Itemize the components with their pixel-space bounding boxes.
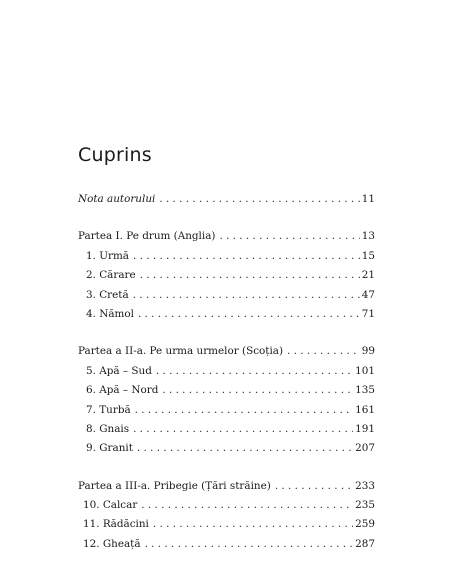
toc-entry-page: 47 bbox=[361, 288, 375, 301]
dot-leader bbox=[140, 266, 360, 285]
toc-entry-page: 259 bbox=[355, 518, 375, 531]
dot-leader bbox=[141, 496, 353, 515]
dot-leader bbox=[153, 515, 353, 534]
chapter-number: 6. bbox=[86, 384, 96, 397]
toc-entry-preface[interactable] bbox=[78, 190, 375, 209]
dot-leader bbox=[275, 477, 353, 496]
dot-leader bbox=[159, 190, 359, 209]
chapter-title: Cărare bbox=[99, 269, 136, 282]
chapter-number: 1. bbox=[86, 249, 96, 262]
chapter-title: Apă – Nord bbox=[99, 384, 159, 397]
section-spacer bbox=[78, 209, 375, 227]
section-spacer bbox=[78, 324, 375, 342]
toc-entry-page: 135 bbox=[355, 384, 375, 397]
toc-entry-chapter-1[interactable] bbox=[78, 247, 375, 266]
dot-leader bbox=[138, 305, 360, 324]
chapter-title: Apă – Sud bbox=[99, 364, 152, 377]
toc-entry-label: Partea I. Pe drum (Anglia) bbox=[78, 230, 216, 243]
chapter-number: 4. bbox=[86, 307, 96, 320]
toc-entry-label: Nota autorului bbox=[78, 193, 156, 205]
page-title: Cuprins bbox=[78, 144, 152, 166]
chapter-number: 8. bbox=[86, 422, 96, 435]
chapter-title: Gheață bbox=[102, 537, 141, 550]
toc-entry-label bbox=[78, 420, 129, 439]
toc-entry-chapter-5[interactable] bbox=[78, 362, 375, 381]
toc-entry-part-3[interactable] bbox=[78, 477, 375, 496]
toc-entry-label bbox=[78, 381, 158, 400]
chapter-title: Turbă bbox=[99, 403, 131, 416]
toc-entry-part-1[interactable] bbox=[78, 227, 375, 246]
section-spacer bbox=[78, 459, 375, 477]
toc-entry-label: Partea a II-a. Pe urma urmelor (Scoția) bbox=[78, 345, 284, 358]
dot-leader bbox=[145, 535, 354, 554]
dot-leader bbox=[133, 286, 360, 305]
chapter-title: Nămol bbox=[99, 307, 134, 320]
toc-entry-label bbox=[78, 515, 149, 534]
dot-leader bbox=[137, 439, 353, 458]
toc-entry-page: 207 bbox=[355, 442, 375, 455]
chapter-title: Rădăcini bbox=[102, 518, 149, 531]
toc-entry-chapter-12[interactable] bbox=[78, 535, 375, 554]
toc-entry-page: 101 bbox=[355, 364, 375, 377]
chapter-title: Cretă bbox=[99, 288, 129, 301]
chapter-number: 11. bbox=[83, 518, 100, 531]
chapter-title: Granit bbox=[99, 442, 133, 455]
toc-entry-chapter-6[interactable] bbox=[78, 381, 375, 400]
chapter-number: 3. bbox=[86, 288, 96, 301]
toc-entry-page: 21 bbox=[361, 269, 375, 282]
chapter-number: 9. bbox=[86, 442, 96, 455]
toc-entry-chapter-8[interactable] bbox=[78, 420, 375, 439]
toc-entry-chapter-3[interactable] bbox=[78, 286, 375, 305]
dot-leader bbox=[133, 420, 353, 439]
chapter-number: 12. bbox=[83, 537, 100, 550]
dot-leader bbox=[162, 381, 353, 400]
chapter-number: 10. bbox=[83, 499, 100, 512]
toc-entry-label bbox=[78, 362, 152, 381]
toc-entry-label bbox=[78, 401, 131, 420]
toc-entry-label bbox=[78, 286, 129, 305]
toc-entry-chapter-11[interactable] bbox=[78, 515, 375, 534]
toc-entry-page: 15 bbox=[361, 249, 375, 262]
toc-entry-chapter-10[interactable] bbox=[78, 496, 375, 515]
dot-leader bbox=[287, 342, 360, 361]
toc-entry-chapter-7[interactable] bbox=[78, 401, 375, 420]
chapter-title: Calcar bbox=[102, 499, 138, 512]
chapter-number: 5. bbox=[86, 364, 96, 377]
toc-entry-page: 287 bbox=[355, 537, 375, 550]
toc-entry-page: 161 bbox=[355, 403, 375, 416]
toc-entry-page: 11 bbox=[361, 193, 375, 205]
toc-entry-part-2[interactable] bbox=[78, 342, 375, 361]
toc-entry-label: Partea a III-a. Pribegie (Țări străine) bbox=[78, 479, 271, 492]
table-of-contents bbox=[78, 190, 375, 554]
toc-entry-chapter-9[interactable] bbox=[78, 439, 375, 458]
dot-leader bbox=[135, 401, 353, 420]
dot-leader bbox=[156, 362, 353, 381]
dot-leader bbox=[219, 227, 359, 246]
toc-entry-page: 71 bbox=[361, 307, 375, 320]
toc-entry-label bbox=[78, 496, 137, 515]
chapter-title: Gnais bbox=[99, 422, 130, 435]
toc-entry-page: 99 bbox=[361, 345, 375, 358]
toc-entry-page: 13 bbox=[361, 230, 375, 243]
toc-entry-page: 191 bbox=[355, 422, 375, 435]
toc-entry-label bbox=[78, 535, 141, 554]
chapter-number: 2. bbox=[86, 269, 96, 282]
toc-entry-label bbox=[78, 266, 136, 285]
toc-entry-label bbox=[78, 305, 134, 324]
chapter-title: Urmă bbox=[99, 249, 130, 262]
toc-entry-label bbox=[78, 439, 133, 458]
toc-entry-chapter-2[interactable] bbox=[78, 266, 375, 285]
toc-entry-page: 233 bbox=[355, 479, 375, 492]
toc-entry-label bbox=[78, 247, 129, 266]
chapter-number: 7. bbox=[86, 403, 96, 416]
toc-entry-page: 235 bbox=[355, 499, 375, 512]
dot-leader bbox=[133, 247, 360, 266]
toc-entry-chapter-4[interactable] bbox=[78, 305, 375, 324]
